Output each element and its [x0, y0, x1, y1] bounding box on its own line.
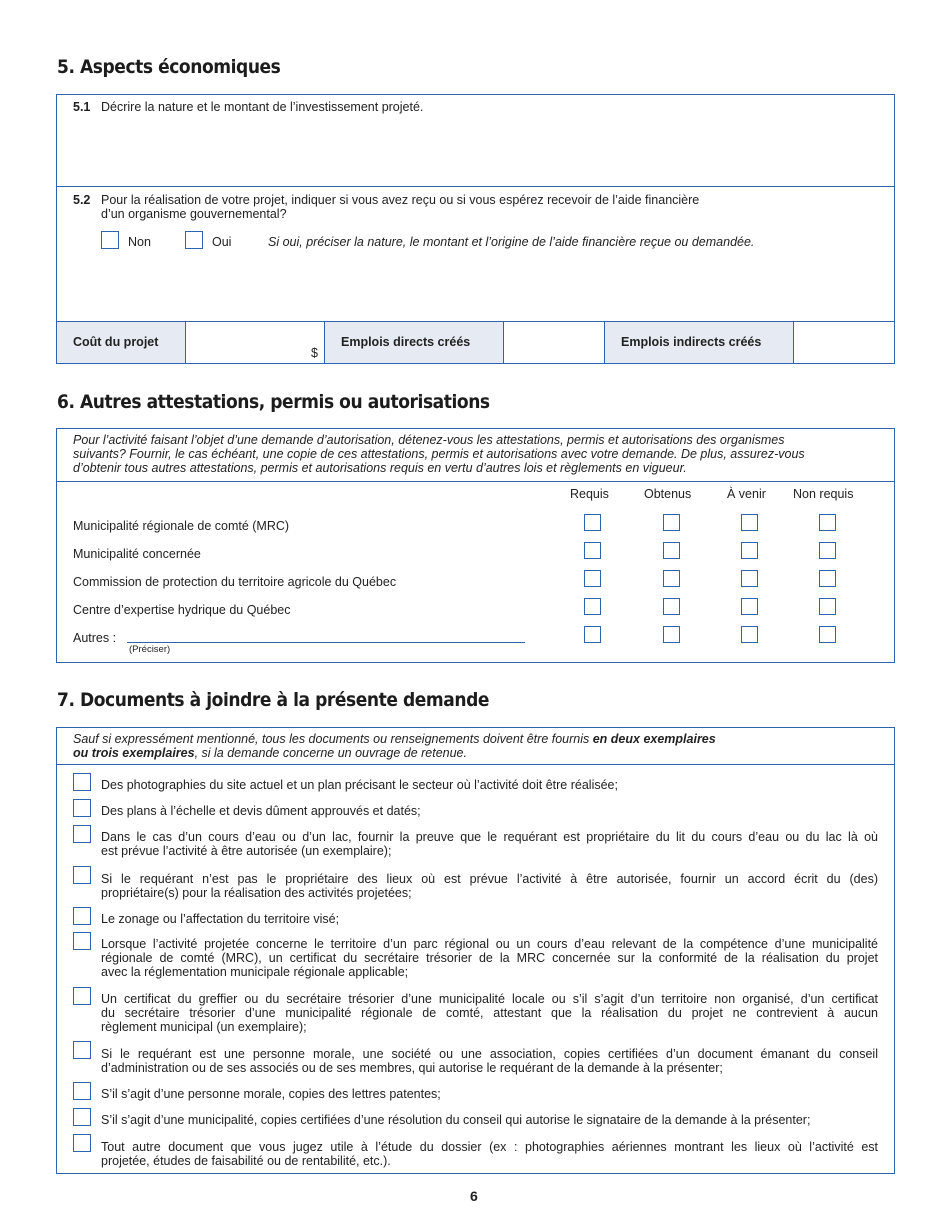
doc-item-line: Dans le cas d’un cours d’eau ou d’un lac, fournir la preuve que le requérant est propriétaire du lit du cours d’eau ou du lac là où: [101, 830, 878, 844]
doc-item-line: S’il s’agit d’une municipalité, copies certifiées d’une résolution du conseil qui autorise le signataire de la demande à la présenter;: [101, 1113, 811, 1127]
q52-if-yes-text: Si oui, préciser la nature, le montant et l’origine de l’aide financière reçue ou demandée.: [268, 235, 755, 249]
col-header-requis: Requis: [570, 487, 609, 501]
doc-item-plans: [101, 804, 878, 818]
doc-item-photos: [101, 778, 878, 792]
checkbox-mrc-non-requis[interactable]: [819, 514, 836, 531]
checkbox-cehq-requis[interactable]: [584, 598, 601, 615]
doc-item-clerk-certificate: [101, 992, 878, 1034]
section7-intro: [73, 732, 879, 760]
divider: [56, 481, 895, 482]
doc-item-line: projetée, études de faisabilité ou de rentabilité, etc.).: [101, 1154, 391, 1168]
checkbox-mrc-obtenus[interactable]: [663, 514, 680, 531]
doc-checkbox-owner-agreement[interactable]: [73, 866, 91, 884]
checkbox-municipalite-non-requis[interactable]: [819, 542, 836, 559]
doc-item-owner-agreement: [101, 872, 878, 900]
doc-item-letters-patent: [101, 1087, 878, 1101]
checkbox-oui[interactable]: [185, 231, 203, 249]
section6-intro-line: suivants? Fournir, le cas échéant, une copie de ces attestations, permis et autorisations avec votre demande. De plus, assurez-vous: [73, 447, 805, 461]
doc-item-zoning: [101, 912, 878, 926]
doc-checkbox-photos[interactable]: [73, 773, 91, 791]
cost-label: Coût du projet: [73, 335, 159, 349]
label-oui: Oui: [212, 235, 232, 249]
section6-intro: [73, 433, 879, 475]
divider: [324, 321, 325, 364]
q52-answer-area[interactable]: [60, 254, 890, 318]
checkbox-cptaq-a-venir[interactable]: [741, 570, 758, 587]
q52-text-line1: Pour la réalisation de votre projet, indiquer si vous avez reçu ou si vous espérez recevoir de l’aide financière: [101, 193, 700, 207]
currency-symbol: $: [311, 346, 318, 360]
col-header-non-requis: Non requis: [793, 487, 854, 501]
q51-text: Décrire la nature et le montant de l’investissement projeté.: [101, 100, 424, 114]
col-header-obtenus: Obtenus: [644, 487, 692, 501]
doc-item-line: Lorsque l’activité projetée concerne le territoire d’un parc régional ou un cours d’eau relevant de la compétence d’une municipalité: [101, 937, 878, 951]
checkbox-cehq-obtenus[interactable]: [663, 598, 680, 615]
checkbox-autres-requis[interactable]: [584, 626, 601, 643]
row-label-mrc: Municipalité régionale de comté (MRC): [73, 519, 290, 533]
section6-intro-line: Pour l’activité faisant l’objet d’une demande d’autorisation, détenez-vous les attestations, permis et autorisations des organismes: [73, 433, 785, 447]
q52-number: 5.2: [73, 193, 91, 207]
indirect-jobs-input[interactable]: [795, 323, 893, 363]
doc-checkbox-municipal-resolution[interactable]: [73, 1108, 91, 1126]
doc-item-line: d’administration ou de ses associés ou de ses membres, qui autorise le requérant de la demande à la présenter;: [101, 1061, 723, 1075]
row-label-cptaq: Commission de protection du territoire agricole du Québec: [73, 575, 397, 589]
doc-item-line: Le zonage ou l’affectation du territoire visé;: [101, 912, 340, 926]
autres-input-line[interactable]: [127, 628, 525, 643]
checkbox-autres-non-requis[interactable]: [819, 626, 836, 643]
q51-number: 5.1: [73, 100, 91, 114]
doc-checkbox-board-resolution[interactable]: [73, 1041, 91, 1059]
doc-item-line: Des photographies du site actuel et un plan précisant le secteur où l’activité doit être réalisée;: [101, 778, 618, 792]
doc-checkbox-letters-patent[interactable]: [73, 1082, 91, 1100]
doc-item-line: avec la réglementation municipale régionale applicable;: [101, 965, 409, 979]
q52-text-line2: d’un organisme gouvernemental?: [101, 207, 287, 221]
row-label-autres: Autres :: [73, 631, 117, 645]
doc-item-line: régionale de comté (MRC), un certificat du secrétaire trésorier de la MRC concernée sur la conformité de la réalisation du projet: [101, 951, 878, 965]
doc-checkbox-mrc-certificate[interactable]: [73, 932, 91, 950]
checkbox-municipalite-obtenus[interactable]: [663, 542, 680, 559]
indirect-jobs-label: Emplois indirects créés: [621, 335, 762, 349]
section7-intro-emphasis: ou trois exemplaires: [73, 746, 195, 760]
checkbox-cptaq-non-requis[interactable]: [819, 570, 836, 587]
doc-checkbox-zoning[interactable]: [73, 907, 91, 925]
divider: [185, 321, 186, 364]
col-header-a-venir: À venir: [727, 487, 766, 501]
checkbox-non[interactable]: [101, 231, 119, 249]
section7-intro-line1: [73, 732, 879, 746]
doc-item-line: est prévue l’activité à être autorisée (un exemplaire);: [101, 844, 392, 858]
doc-item-proof-ownership: [101, 830, 878, 858]
checkbox-autres-obtenus[interactable]: [663, 626, 680, 643]
cost-input[interactable]: [187, 323, 323, 363]
autres-hint: (Préciser): [129, 644, 171, 655]
doc-item-line: du secrétaire trésorier d’une municipalité régionale de comté, attestant que la réalisation du projet ne contrevient à aucun: [101, 1006, 878, 1020]
checkbox-cptaq-requis[interactable]: [584, 570, 601, 587]
doc-checkbox-clerk-certificate[interactable]: [73, 987, 91, 1005]
doc-item-line: Tout autre document que vous jugez utile à l’étude du dossier (ex : photographies aériennes montrant les lieux où l’activité est: [101, 1140, 878, 1154]
label-non: Non: [128, 235, 151, 249]
doc-item-line: propriétaire(s) pour la réalisation des activités projetées;: [101, 886, 412, 900]
doc-checkbox-plans[interactable]: [73, 799, 91, 817]
checkbox-cptaq-obtenus[interactable]: [663, 570, 680, 587]
doc-item-line: Des plans à l’échelle et devis dûment approuvés et datés;: [101, 804, 421, 818]
doc-item-board-resolution: [101, 1047, 878, 1075]
section7-intro-text: Sauf si expressément mentionné, tous les documents ou renseignements doivent être fournis: [73, 732, 593, 746]
divider: [56, 764, 895, 765]
checkbox-municipalite-requis[interactable]: [584, 542, 601, 559]
section7-intro-text: , si la demande concerne un ouvrage de retenue.: [194, 746, 467, 760]
checkbox-mrc-requis[interactable]: [584, 514, 601, 531]
q51-answer-area[interactable]: [60, 118, 890, 182]
doc-item-line: règlement municipal (un exemplaire);: [101, 1020, 307, 1034]
checkbox-municipalite-a-venir[interactable]: [741, 542, 758, 559]
section7-title: 7. Documents à joindre à la présente demande: [57, 689, 490, 711]
doc-checkbox-other-documents[interactable]: [73, 1134, 91, 1152]
divider: [604, 321, 605, 364]
direct-jobs-label: Emplois directs créés: [341, 335, 471, 349]
checkbox-mrc-a-venir[interactable]: [741, 514, 758, 531]
section7-intro-line2: [73, 746, 879, 760]
checkbox-cehq-a-venir[interactable]: [741, 598, 758, 615]
page-number: 6: [470, 1188, 478, 1204]
doc-checkbox-proof-ownership[interactable]: [73, 825, 91, 843]
doc-item-line: S’il s’agit d’une personne morale, copies des lettres patentes;: [101, 1087, 441, 1101]
divider: [503, 321, 504, 364]
row-label-cehq: Centre d’expertise hydrique du Québec: [73, 603, 291, 617]
row-label-municipalite: Municipalité concernée: [73, 547, 201, 561]
doc-item-line: Si le requérant est une personne morale, une société ou une association, copies certifiées d’un document émanant du conseil: [101, 1047, 878, 1061]
section7-intro-emphasis: en deux exemplaires: [592, 732, 716, 746]
doc-item-line: Si le requérant n’est pas le propriétaire des lieux où est prévue l’activité à être autorisée, fournir un accord écrit du (des): [101, 872, 878, 886]
doc-item-municipal-resolution: [101, 1113, 878, 1127]
doc-item-mrc-certificate: [101, 937, 878, 979]
section6-intro-line: d’obtenir tous autres attestations, permis et autorisations requis en vertu d’autres lois et règlements en vigueur.: [73, 461, 687, 475]
divider: [56, 186, 895, 187]
doc-item-other-documents: [101, 1140, 878, 1168]
section5-title: 5. Aspects économiques: [57, 56, 281, 78]
section6-title: 6. Autres attestations, permis ou autorisations: [57, 391, 490, 413]
checkbox-autres-a-venir[interactable]: [741, 626, 758, 643]
checkbox-cehq-non-requis[interactable]: [819, 598, 836, 615]
divider: [793, 321, 794, 364]
direct-jobs-input[interactable]: [505, 323, 603, 363]
doc-item-line: Un certificat du greffier ou du secrétaire trésorier d’une municipalité locale ou s’il s’agit d’un territoire non organisé, d’un certificat: [101, 992, 878, 1006]
